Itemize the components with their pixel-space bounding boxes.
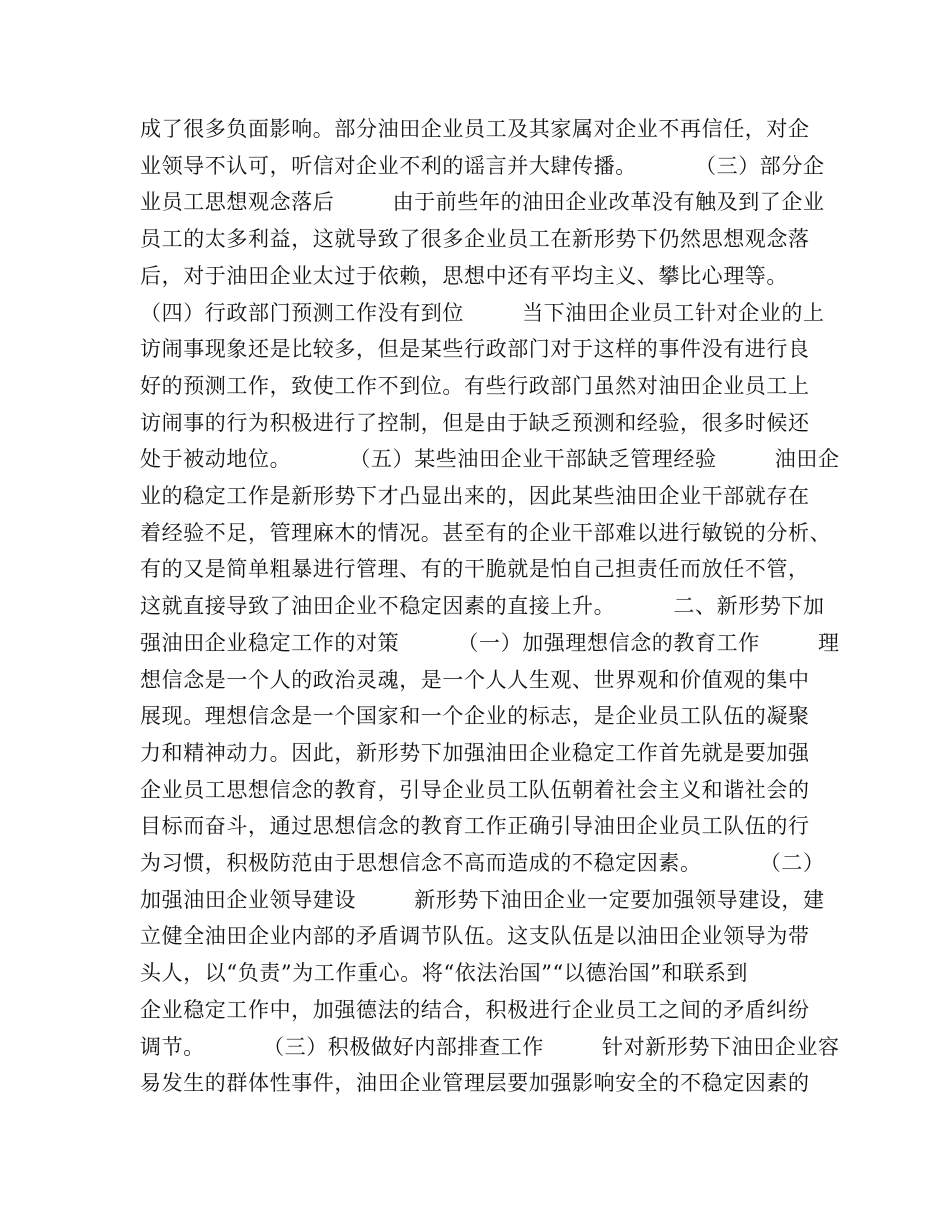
text-line: 员工的太多利益，这就导致了很多企业员工在新形势下仍然思想观念落: [140, 227, 810, 252]
text-line: 易发生的群体性事件，油田企业管理层要加强影响安全的不稳定因素的: [140, 1071, 810, 1096]
text-line: 访闹事现象还是比较多，但是某些行政部门对于这样的事件没有进行良: [140, 337, 810, 362]
text-line: 这就直接导致了油田企业不稳定因素的直接上升。 二、新形势下加: [140, 594, 825, 619]
text-line: （四）行政部门预测工作没有到位 当下油田企业员工针对企业的上: [140, 300, 825, 325]
text-line: 成了很多负面影响。部分油田企业员工及其家属对企业不再信任，对企: [140, 117, 810, 141]
text-line: 业的稳定工作是新形势下才凸显出来的，因此某些油田企业干部就存在: [140, 484, 810, 509]
text-line: 为习惯，积极防范由于思想信念不高而造成的不稳定因素。 （二）: [140, 851, 825, 876]
text-line: 企业稳定工作中，加强德法的结合，积极进行企业员工之间的矛盾纠纷: [140, 997, 810, 1022]
text-line: 目标而奋斗，通过思想信念的教育工作正确引导油田企业员工队伍的行: [140, 814, 810, 839]
text-line: 业领导不认可，听信对企业不利的谣言并大肆传播。 （三）部分企: [140, 153, 825, 178]
text-line: 处于被动地位。 （五）某些油田企业干部缺乏管理经验 油田企: [140, 447, 840, 472]
text-line: 强油田企业稳定工作的对策 （一）加强理想信念的教育工作 理: [140, 630, 840, 655]
text-line: 企业员工思想信念的教育，引导企业员工队伍朝着社会主义和谐社会的: [140, 777, 810, 802]
text-line: 调节。 （三）积极做好内部排查工作 针对新形势下油田企业容: [140, 1034, 840, 1059]
text-line: 访闹事的行为积极进行了控制，但是由于缺乏预测和经验，很多时候还: [140, 410, 810, 435]
text-line: 业员工思想观念落后 由于前些年的油田企业改革没有触及到了企业: [140, 190, 825, 215]
text-line: 后，对于油田企业太过于依赖，思想中还有平均主义、攀比心理等。: [140, 263, 788, 288]
text-line: 展现。理想信念是一个国家和一个企业的标志，是企业员工队伍的凝聚: [140, 704, 810, 729]
text-line: 头人，以“负责”为工作重心。将“依法治国”“以德治国”和联系到: [140, 961, 749, 986]
text-line: 好的预测工作，致使工作不到位。有些行政部门虽然对油田企业员工上: [140, 373, 810, 398]
text-line: 力和精神动力。因此，新形势下加强油田企业稳定工作首先就是要加强: [140, 740, 810, 765]
text-line: 着经验不足，管理麻木的情况。甚至有的企业干部难以进行敏锐的分析、: [140, 520, 832, 545]
text-line: 想信念是一个人的政治灵魂，是一个人人生观、世界观和价值观的集中: [140, 667, 810, 692]
body-text: [140, 111, 840, 1102]
text-line: 有的又是简单粗暴进行管理、有的干脆就是怕自己担责任而放任不管，: [140, 557, 810, 582]
text-line: 立健全油田企业内部的矛盾调节队伍。这支队伍是以油田企业领导为带: [140, 924, 810, 949]
text-line: 加强油田企业领导建设 新形势下油田企业一定要加强领导建设，建: [140, 887, 825, 912]
